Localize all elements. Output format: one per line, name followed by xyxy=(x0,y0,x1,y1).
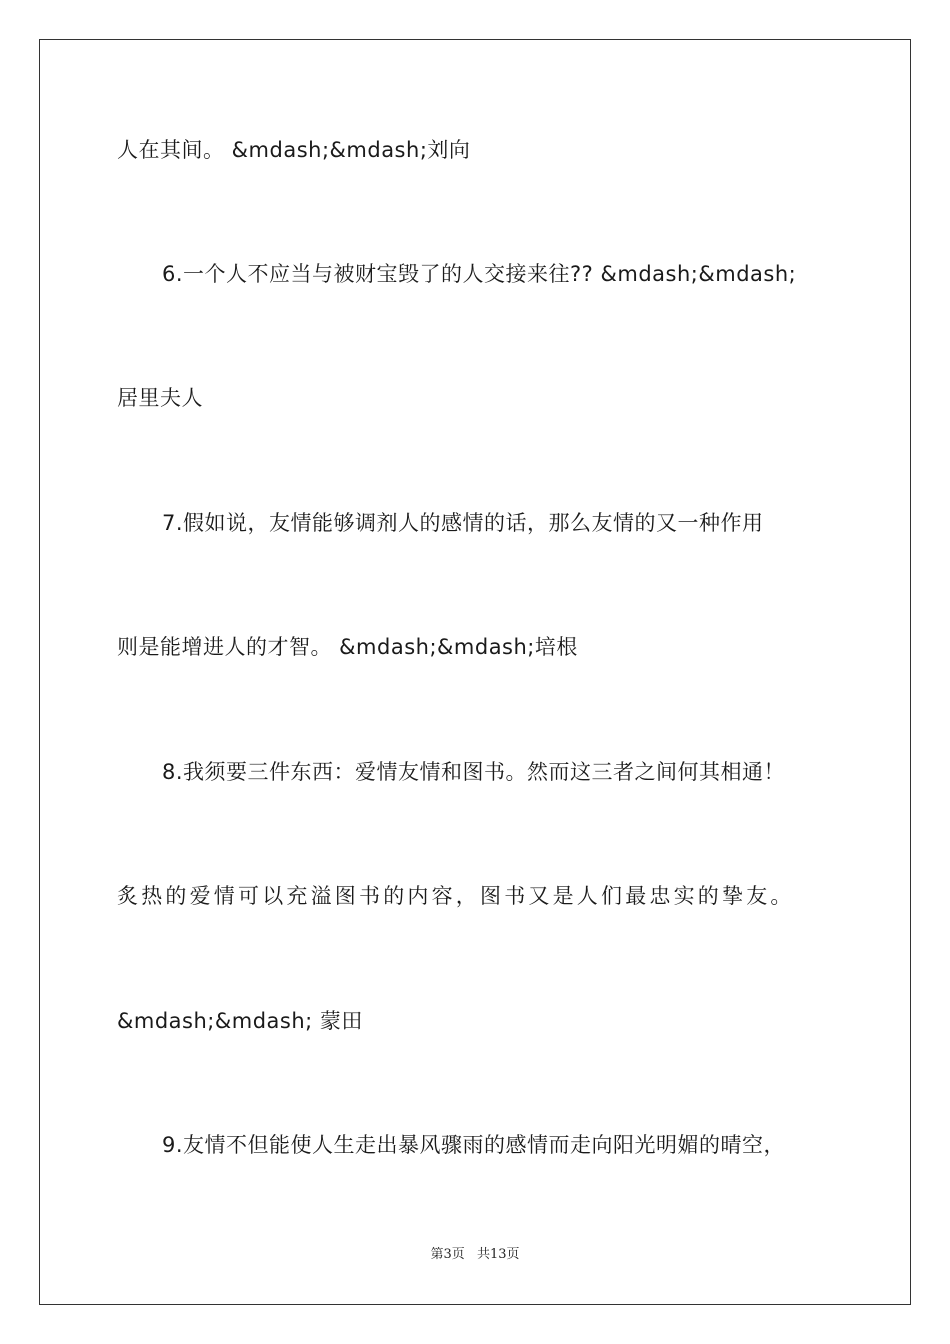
text-line-4: 7.假如说，友情能够调剂人的感情的话，那么友情的又一种作用 xyxy=(162,511,764,535)
text-line-2: 6.一个人不应当与被财宝毁了的人交接来往?? &mdash;&mdash; xyxy=(162,262,797,286)
text-line-8: &mdash;&mdash; 蒙田 xyxy=(117,1009,363,1033)
page-number: 第3页 xyxy=(430,1247,465,1262)
text-line-5: 则是能增进人的才智。 &mdash;&mdash;培根 xyxy=(117,635,578,659)
text-line-6: 8.我须要三件东西：爱情友情和图书。然而这三者之间何其相通！ xyxy=(162,760,786,784)
text-line-9: 9.友情不但能使人生走出暴风骤雨的感情而走向阳光明媚的晴空， xyxy=(162,1133,786,1157)
text-line-1: 人在其间。 &mdash;&mdash;刘向 xyxy=(117,138,471,162)
page-total: 共13页 xyxy=(476,1247,520,1262)
page-footer xyxy=(0,1246,950,1264)
text-line-3: 居里夫人 xyxy=(117,386,203,410)
text-line-7: 炙热的爱情可以充溢图书的内容，图书又是人们最忠实的挚友。 xyxy=(117,884,795,908)
page-frame xyxy=(39,39,911,1305)
